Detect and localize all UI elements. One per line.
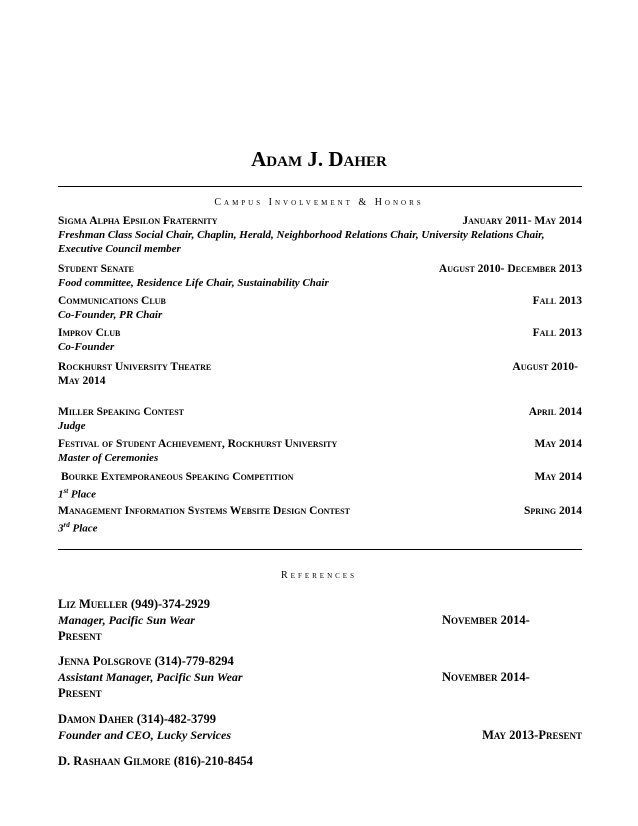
- reference-date-cont: Present: [58, 629, 102, 643]
- reference-date-cont: Present: [58, 686, 102, 700]
- entry-date: April 2014: [528, 406, 582, 418]
- reference-title: Assistant Manager, Pacific Sun Wear: [58, 670, 243, 684]
- reference-entry: [58, 596, 582, 644]
- campus-entry: [58, 262, 582, 290]
- entry-org: Bourke Extemporaneous Speaking Competition: [61, 471, 294, 483]
- divider: [58, 549, 582, 550]
- entry-date: January 2011- May 2014: [462, 215, 582, 227]
- reference-entry: [58, 711, 582, 743]
- reference-name: Jenna Polsgrove (314)-779-8294: [58, 654, 234, 668]
- entry-date: Fall 2013: [532, 295, 582, 307]
- section-heading-campus: Campus Involvement & Honors: [214, 197, 424, 208]
- entry-role: Judge: [58, 420, 86, 432]
- campus-entry: [58, 360, 582, 388]
- entry-role: Co-Founder: [58, 341, 115, 353]
- reference-name: Damon Daher (314)-482-3799: [58, 712, 216, 726]
- reference-date: May 2013-Present: [482, 728, 582, 742]
- campus-entry: [58, 437, 582, 465]
- entry-date: May 2014: [534, 471, 582, 483]
- entry-date: Spring 2014: [523, 505, 582, 517]
- campus-entry: [58, 326, 582, 354]
- section-heading-references: References: [281, 570, 357, 581]
- entry-role: Freshman Class Social Chair, Chaplin, Herald, Neighborhood Relations Chair, University Relations Chair, Executive Council member: [58, 229, 545, 255]
- campus-entry: [58, 214, 582, 256]
- resume-name: Adam J. Daher: [251, 147, 387, 171]
- entry-org: Management Information Systems Website Design Contest: [58, 505, 350, 517]
- entry-role: Food committee, Residence Life Chair, Sustainability Chair: [58, 277, 329, 289]
- reference-title: Manager, Pacific Sun Wear: [58, 613, 195, 627]
- entry-date-cont: May 2014: [58, 375, 106, 387]
- entry-date: May 2014: [534, 438, 582, 450]
- campus-entry: [58, 294, 582, 322]
- entry-role: 1st Place: [58, 487, 96, 501]
- entry-org: Miller Speaking Contest: [58, 406, 184, 418]
- entry-org: Festival of Student Achievement, Rockhurst University: [58, 438, 338, 450]
- reference-date: November 2014-: [442, 613, 530, 627]
- entry-role: 3rd Place: [58, 521, 98, 535]
- reference-entry: [58, 653, 582, 701]
- entry-org: Rockhurst University Theatre: [58, 361, 212, 373]
- reference-name: D. Rashaan Gilmore (816)-210-8454: [58, 754, 253, 768]
- entry-role: Co-Founder, PR Chair: [58, 309, 163, 321]
- entry-org: Improv Club: [58, 327, 121, 339]
- entry-org: Communications Club: [58, 295, 166, 307]
- entry-date: August 2010- December 2013: [438, 263, 582, 275]
- divider: [58, 186, 582, 187]
- campus-entry: [58, 504, 582, 536]
- reference-date: November 2014-: [442, 670, 530, 684]
- entry-date: August 2010-: [512, 361, 578, 373]
- entry-org: Student Senate: [58, 263, 134, 275]
- campus-entry: [58, 405, 582, 433]
- reference-name: Liz Mueller (949)-374-2929: [58, 597, 211, 611]
- reference-entry: [58, 753, 582, 769]
- entry-date: Fall 2013: [532, 327, 582, 339]
- entry-org: Sigma Alpha Epsilon Fraternity: [58, 215, 218, 227]
- campus-entry: [58, 470, 582, 502]
- entry-role: Master of Ceremonies: [58, 452, 159, 464]
- reference-title: Founder and CEO, Lucky Services: [58, 728, 232, 742]
